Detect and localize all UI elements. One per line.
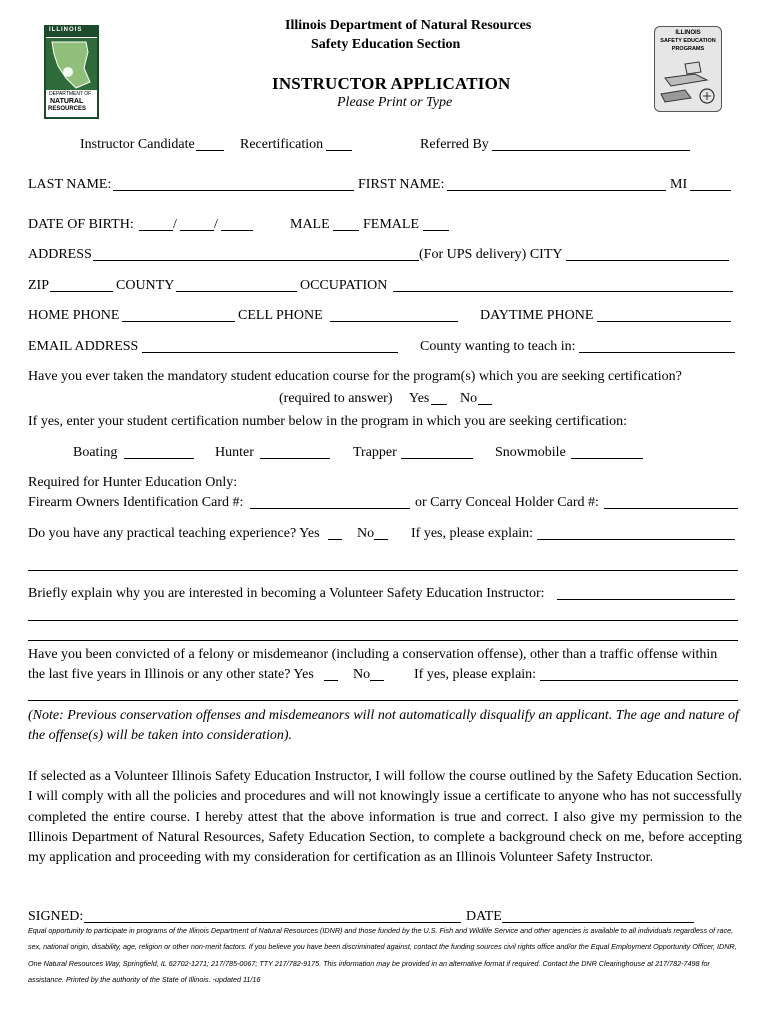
course-yes-field[interactable]: [431, 404, 447, 405]
address-label: ADDRESS: [28, 247, 92, 262]
teaching-no-field[interactable]: [374, 539, 388, 540]
course-question: Have you ever taken the mandatory student education course for the program(s) which you are seeking certification?: [28, 369, 682, 384]
zip-label: ZIP: [28, 278, 49, 293]
page-title: INSTRUCTOR APPLICATION: [272, 74, 511, 93]
boat-snowmobile-icon: [655, 54, 721, 110]
county-field[interactable]: [176, 291, 297, 292]
interest-field[interactable]: [557, 599, 735, 600]
idnr-logo-line2: NATURAL: [50, 98, 84, 105]
daytime-phone-label: DAYTIME PHONE: [480, 308, 594, 323]
teaching-yes-field[interactable]: [328, 539, 342, 540]
cell-phone-field[interactable]: [330, 321, 458, 322]
recertification-field[interactable]: [326, 150, 352, 151]
dob-separator: /: [214, 217, 218, 232]
idnr-logo: [44, 25, 99, 119]
felony-explain-field[interactable]: [540, 680, 738, 681]
address-field[interactable]: [93, 260, 419, 261]
felony-explain-label: If yes, please explain:: [414, 667, 537, 682]
felony-no-field[interactable]: [370, 680, 384, 681]
teaching-explain-label: If yes, please explain:: [411, 526, 534, 541]
course-required-label: (required to answer): [279, 391, 393, 406]
mi-field[interactable]: [690, 190, 731, 191]
referred-by-field[interactable]: [492, 150, 690, 151]
program-boating-label: Boating: [73, 445, 118, 460]
safety-education-logo: [654, 26, 722, 112]
occupation-label: OCCUPATION: [300, 278, 388, 293]
dob-label: DATE OF BIRTH:: [28, 217, 134, 232]
referred-by-label: Referred By: [420, 137, 489, 152]
felony-explain-field-2[interactable]: [28, 700, 738, 701]
course-yes-label: Yes: [409, 391, 430, 406]
felony-question-line1: Have you been convicted of a felony or misdemeanor (including a conservation offense), other than a traffic offense within: [28, 647, 718, 662]
page-subtitle: Please Print or Type: [337, 95, 453, 110]
safety-logo-line2: SAFETY EDUCATION: [660, 38, 716, 44]
county-label: COUNTY: [116, 278, 175, 293]
email-label: EMAIL ADDRESS: [28, 339, 139, 354]
zip-field[interactable]: [50, 291, 113, 292]
dob-year-field[interactable]: [221, 230, 253, 231]
last-name-label: LAST NAME:: [28, 177, 112, 192]
female-field[interactable]: [423, 230, 449, 231]
occupation-field[interactable]: [393, 291, 733, 292]
home-phone-field[interactable]: [122, 321, 235, 322]
city-label: (For UPS delivery) CITY: [419, 247, 563, 262]
idnr-logo-line1: DEPARTMENT OF: [49, 91, 92, 97]
foid-field[interactable]: [250, 508, 410, 509]
certification-number-prompt: If yes, enter your student certification number below in the program in which you are seeking certification:: [28, 414, 628, 429]
felony-question-line2: the last five years in Illinois or any other state? Yes: [28, 667, 314, 682]
interest-field-3[interactable]: [28, 640, 738, 641]
safety-logo-line1: ILLINOIS: [675, 30, 701, 36]
county-teach-label: County wanting to teach in:: [420, 339, 576, 354]
instructor-candidate-field[interactable]: [196, 150, 224, 151]
attestation-paragraph: If selected as a Volunteer Illinois Safety Education Instructor, I will follow the course outlined by the Safety Education Section. I will comply with all the policies and procedures and will not knowingly issue a certificate to anyone who has not successfully completed the entire course. I hereby attest that the above information is true and correct. I also give my permission to the Illinois Department of Natural Resources, Safety Education Section, to complete a background check on me, before accepting my application and proceeding with my consideration for certification as an Illinois Volunteer Safety Instructor.: [28, 769, 742, 866]
program-trapper-label: Trapper: [353, 445, 397, 460]
felony-yes-field[interactable]: [324, 680, 338, 681]
interest-field-2[interactable]: [28, 620, 738, 621]
boating-cert-field[interactable]: [124, 458, 194, 459]
safety-logo-line3: PROGRAMS: [671, 46, 705, 52]
teaching-explain-field-2[interactable]: [28, 570, 738, 571]
idnr-logo-line3: RESOURCES: [48, 106, 87, 112]
male-field[interactable]: [333, 230, 359, 231]
daytime-phone-field[interactable]: [597, 321, 731, 322]
mi-label: MI: [670, 177, 688, 192]
agency-name: Illinois Department of Natural Resources: [285, 18, 532, 33]
program-snowmobile-label: Snowmobile: [495, 445, 566, 460]
hunter-cert-field[interactable]: [260, 458, 330, 459]
first-name-field[interactable]: [447, 190, 666, 191]
trapper-cert-field[interactable]: [401, 458, 473, 459]
snowmobile-cert-field[interactable]: [571, 458, 643, 459]
signed-label: SIGNED:: [28, 909, 84, 924]
offense-note: (Note: Previous conservation offenses and misdemeanors will not automatically disqualify an applicant. The age and nature of the offense(s) will be taken into consideration).: [28, 708, 739, 743]
city-field[interactable]: [566, 260, 729, 261]
teaching-no-label: No: [357, 526, 375, 541]
program-hunter-label: Hunter: [215, 445, 254, 460]
illinois-map-icon: [46, 38, 97, 90]
course-no-label: No: [460, 391, 478, 406]
home-phone-label: HOME PHONE: [28, 308, 120, 323]
equal-opportunity-footer: Equal opportunity to participate in programs of the Illinois Department of Natural Resources (IDNR) and those funded by the U.S. Fish and Wildlife Service and other agencies is available to all individuals regardless of race, sex, national origin, disability, age, religion or other non-merit factors. If you believe you have been discriminated against, contact the funding sources civil rights office and/or the Equal Employment Opportunity Officer, IDNR, One Natural Resources Way, Springfield, IL 62702-1271; 217/785-0067; TTY 217/782-9175. This information may be provided in an alternative format if required. Contact the DNR Clearinghouse at 217/782-7498 for assistance. Printed by the authority of the State of Illinois. -updated 11/16: [28, 926, 737, 984]
teaching-question: Do you have any practical teaching experience? Yes: [28, 526, 320, 541]
female-label: FEMALE: [363, 217, 419, 232]
teaching-explain-field[interactable]: [537, 539, 735, 540]
ccl-label: or Carry Conceal Holder Card #:: [415, 495, 599, 510]
dob-month-field[interactable]: [139, 230, 173, 231]
course-no-field[interactable]: [478, 404, 492, 405]
ccl-field[interactable]: [604, 508, 738, 509]
first-name-label: FIRST NAME:: [358, 177, 445, 192]
hunter-ed-heading: Required for Hunter Education Only:: [28, 475, 238, 490]
interest-question: Briefly explain why you are interested in becoming a Volunteer Safety Education Instructor:: [28, 586, 545, 601]
felony-no-label: No: [353, 667, 371, 682]
male-label: MALE: [290, 217, 330, 232]
section-name: Safety Education Section: [311, 37, 461, 52]
cell-phone-label: CELL PHONE: [238, 308, 323, 323]
instructor-candidate-label: Instructor Candidate: [80, 137, 195, 152]
dob-separator: /: [173, 217, 177, 232]
last-name-field[interactable]: [113, 190, 354, 191]
dob-day-field[interactable]: [180, 230, 214, 231]
county-teach-field[interactable]: [579, 352, 735, 353]
recertification-label: Recertification: [240, 137, 324, 152]
email-field[interactable]: [142, 352, 398, 353]
foid-label: Firearm Owners Identification Card #:: [28, 495, 244, 510]
idnr-logo-state: ILLINOIS: [49, 27, 83, 33]
date-label: DATE: [466, 909, 502, 924]
